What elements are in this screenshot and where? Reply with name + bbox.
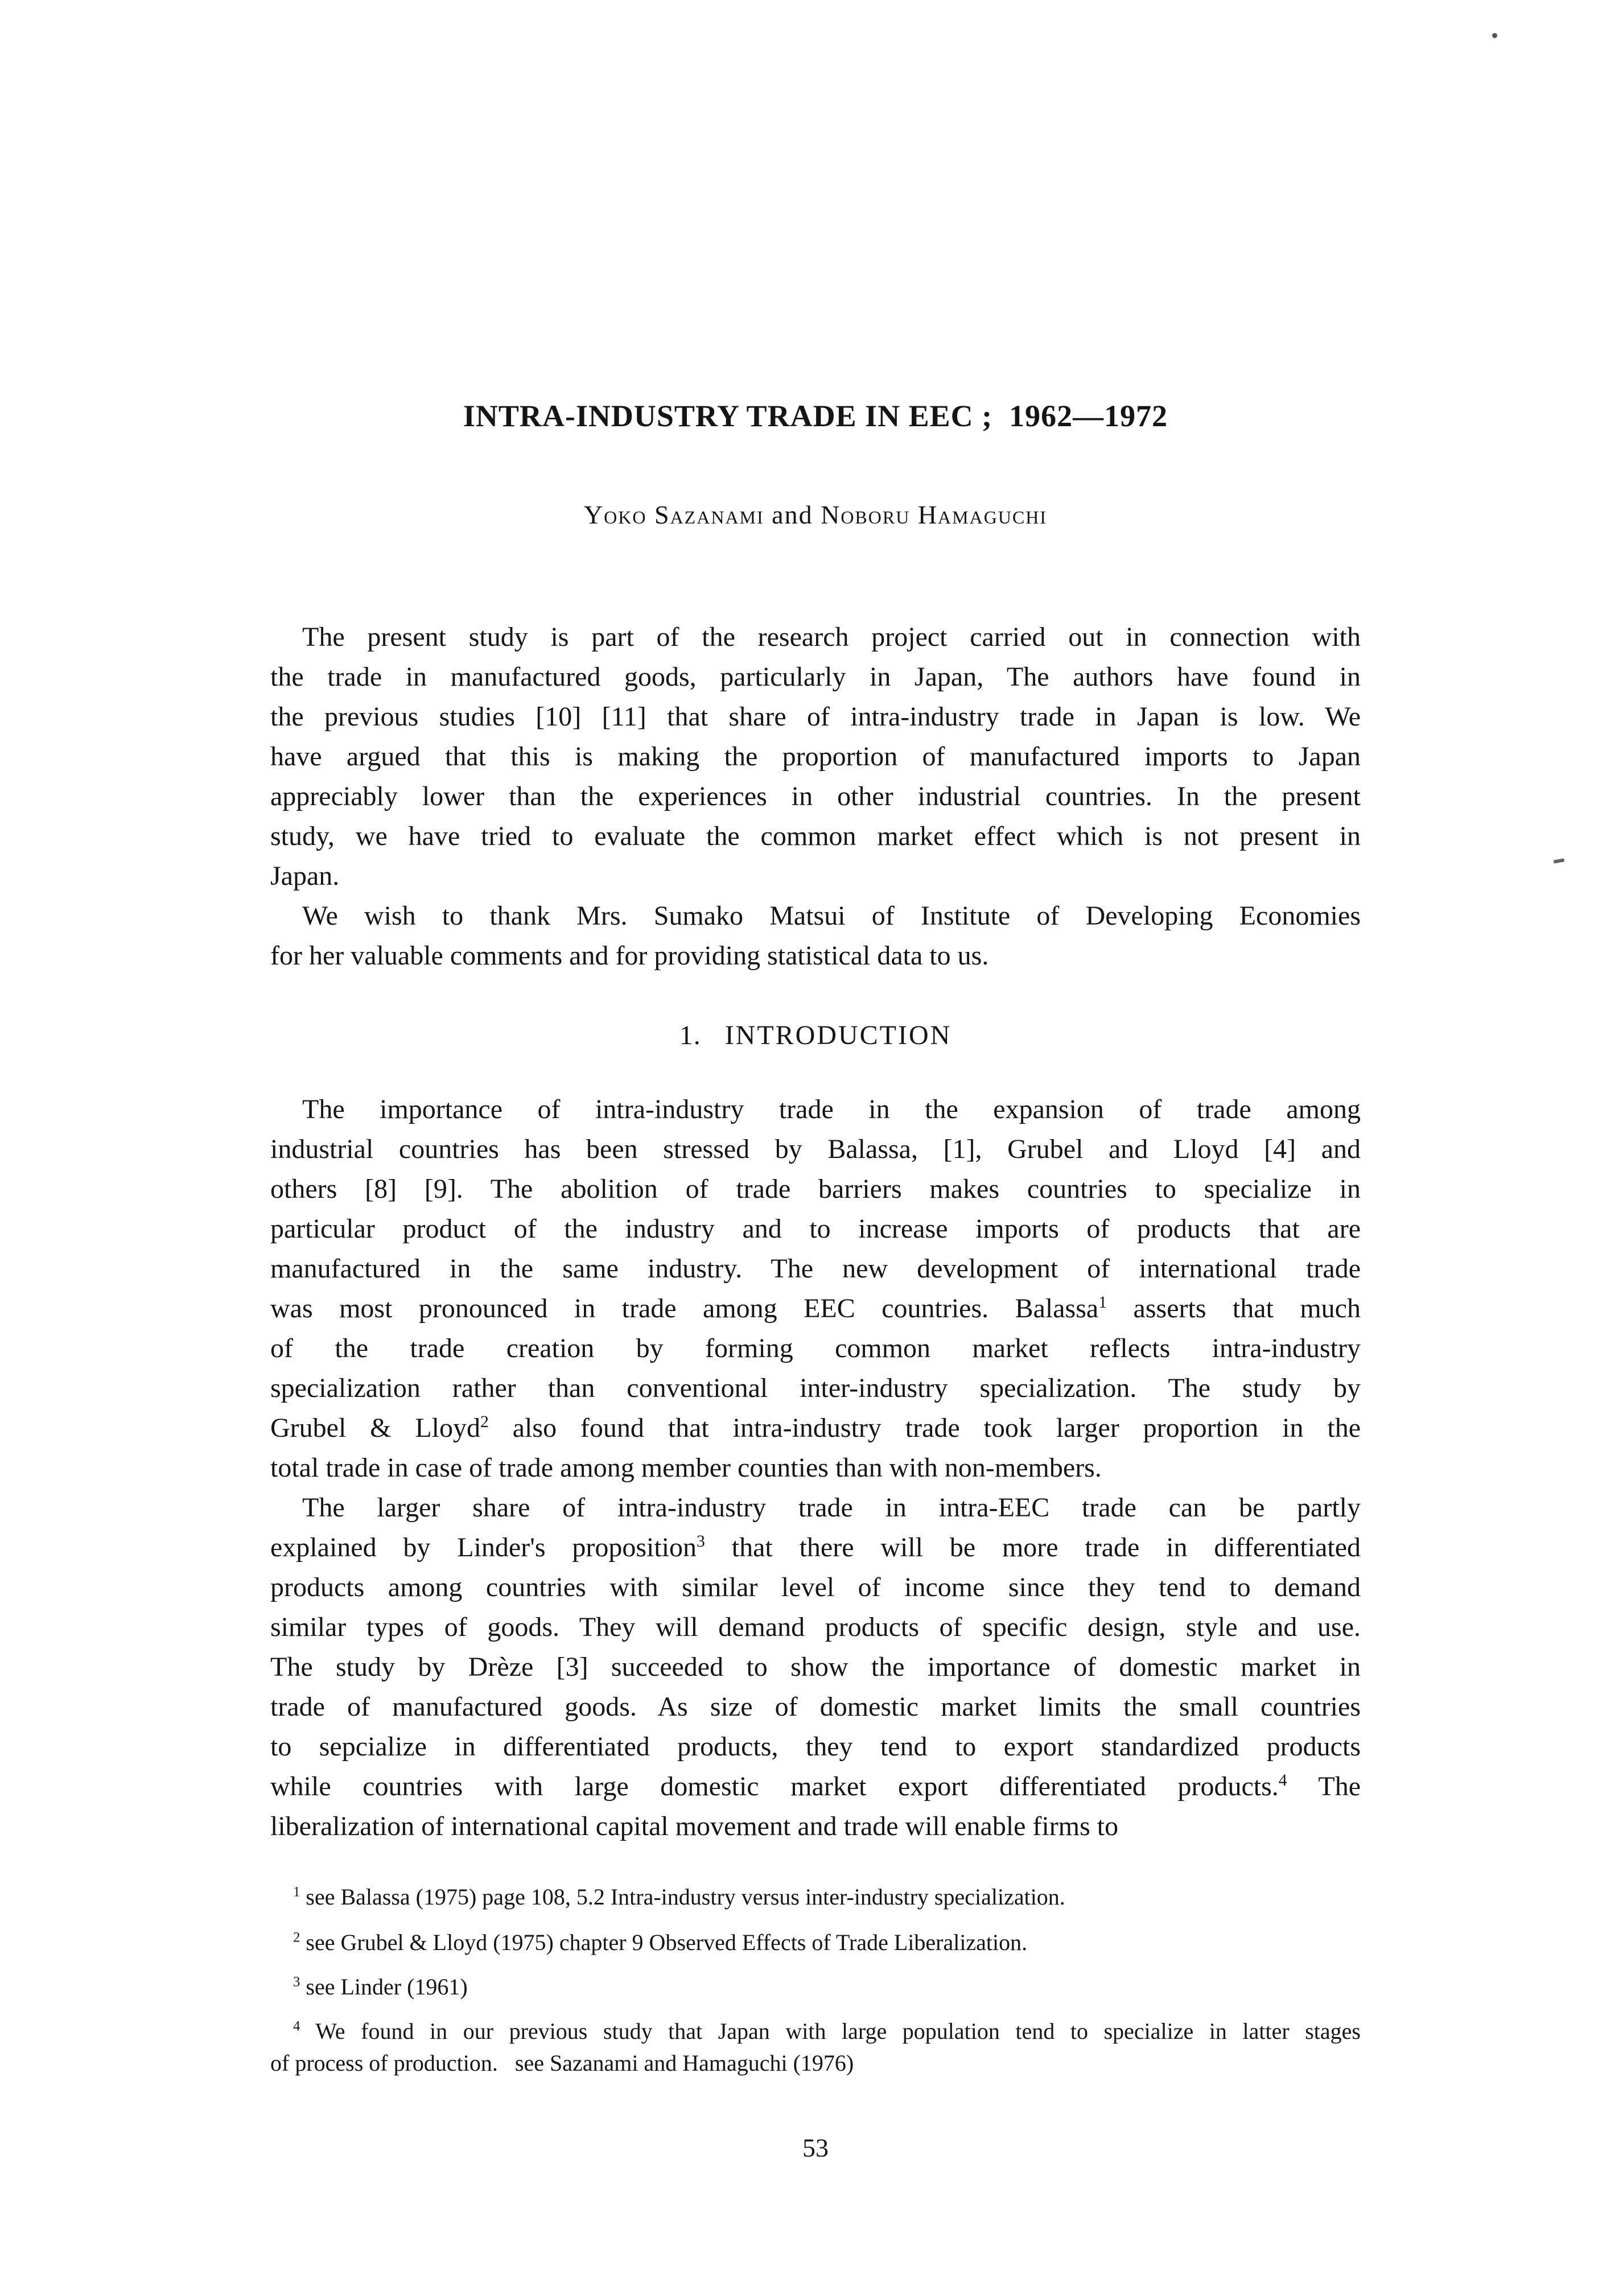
authors-line <box>270 500 1361 530</box>
text-line: Japan. <box>270 861 340 891</box>
author-name: Yoko Sazanami <box>583 500 764 529</box>
authors-separator: and <box>764 500 821 529</box>
text-line: have argued that this is making the proportion of manufactured imports to Japan <box>270 741 1361 772</box>
footnote-3 <box>270 1971 1361 2003</box>
page-number: 53 <box>802 2133 829 2162</box>
text-line: $^2$ see Grubel & Lloyd (1975) chapter 9 Observed Effects of Trade Liberalization. <box>293 1930 1028 1955</box>
text-line: liberalization of international capital movement and trade will enable firms to <box>270 1811 1119 1841</box>
section-number: 1. <box>679 1020 701 1050</box>
abstract-paragraph-1 <box>270 617 1361 896</box>
text-line: total trade in case of trade among member counties than with non-members. <box>270 1453 1102 1483</box>
text-line: particular product of the industry and to increase imports of products that are <box>270 1214 1361 1244</box>
section-heading <box>270 1020 1361 1051</box>
text-line: was most pronounced in trade among EEC countries. Balassa$^1$ asserts that much <box>270 1293 1361 1324</box>
footnote-2 <box>270 1927 1361 1959</box>
text-line: specialization rather than conventional inter-industry specialization. The study by <box>270 1373 1361 1403</box>
text-line: others [8] [9]. The abolition of trade barriers makes countries to specialize in <box>270 1174 1361 1204</box>
abstract-paragraph-2 <box>270 896 1361 976</box>
text-line: while countries with large domestic market export differentiated products.$^4$ The <box>270 1771 1361 1802</box>
text-line: $^1$ see Balassa (1975) page 108, 5.2 Intra-industry versus inter-industry specialization. <box>293 1884 1065 1910</box>
text-line: manufactured in the same industry. The new development of international trade <box>270 1254 1361 1284</box>
text-line: of the trade creation by forming common market reflects intra-industry <box>270 1333 1361 1363</box>
text-line: Grubel & Lloyd$^2$ also found that intra-industry trade took larger proportion in the <box>270 1412 1361 1443</box>
text-line: $^3$ see Linder (1961) <box>293 1974 468 2000</box>
scan-artifact-dot <box>1492 33 1497 38</box>
footnote-1 <box>270 1881 1361 1913</box>
text-line: study, we have tried to evaluate the common market effect which is not present in <box>270 821 1361 851</box>
introduction-paragraph-2 <box>270 1488 1361 1846</box>
paper-title: INTRA-INDUSTRY TRADE IN EEC ; 1962—1972 <box>463 399 1168 433</box>
text-line: industrial countries has been stressed by Balassa, [1], Grubel and Lloyd [4] and <box>270 1134 1361 1164</box>
text-line: appreciably lower than the experiences in other industrial countries. In the present <box>270 781 1361 811</box>
text-line: the trade in manufactured goods, particularly in Japan, The authors have found in <box>270 662 1361 692</box>
text-line: explained by Linder's proposition$^3$ that there will be more trade in differentiated <box>270 1532 1361 1563</box>
introduction-paragraph-1 <box>270 1090 1361 1488</box>
footnote-4 <box>270 2015 1361 2079</box>
text-line: trade of manufactured goods. As size of domestic market limits the small countries <box>270 1692 1361 1722</box>
text-line: products among countries with similar level of income since they tend to demand <box>270 1572 1361 1602</box>
section-title: INTRODUCTION <box>724 1020 952 1050</box>
text-line: The study by Drèze [3] succeeded to show the importance of domestic market in <box>270 1652 1361 1682</box>
text-line: $^4$ We found in our previous study that Japan with large population tend to specialize in latter stages <box>293 2018 1361 2044</box>
text-line: the previous studies [10] [11] that share of intra-industry trade in Japan is low. We <box>270 702 1361 732</box>
text-line: to sepcialize in differentiated products, they tend to export standardized products <box>270 1732 1361 1762</box>
text-line: of process of production. see Sazanami and Hamaguchi (1976) <box>270 2050 854 2076</box>
text-line: similar types of goods. They will demand products of specific design, style and use. <box>270 1612 1361 1642</box>
text-line: The importance of intra-industry trade in the expansion of trade among <box>302 1094 1361 1124</box>
text-line: The larger share of intra-industry trade in intra-EEC trade can be partly <box>302 1493 1361 1523</box>
text-line: The present study is part of the research project carried out in connection with <box>302 622 1361 652</box>
text-line: We wish to thank Mrs. Sumako Matsui of Institute of Developing Economies <box>302 901 1361 931</box>
text-line: for her valuable comments and for providing statistical data to us. <box>270 941 989 971</box>
author-name: Noboru Hamaguchi <box>821 500 1048 529</box>
scan-artifact-dash <box>1554 858 1565 863</box>
